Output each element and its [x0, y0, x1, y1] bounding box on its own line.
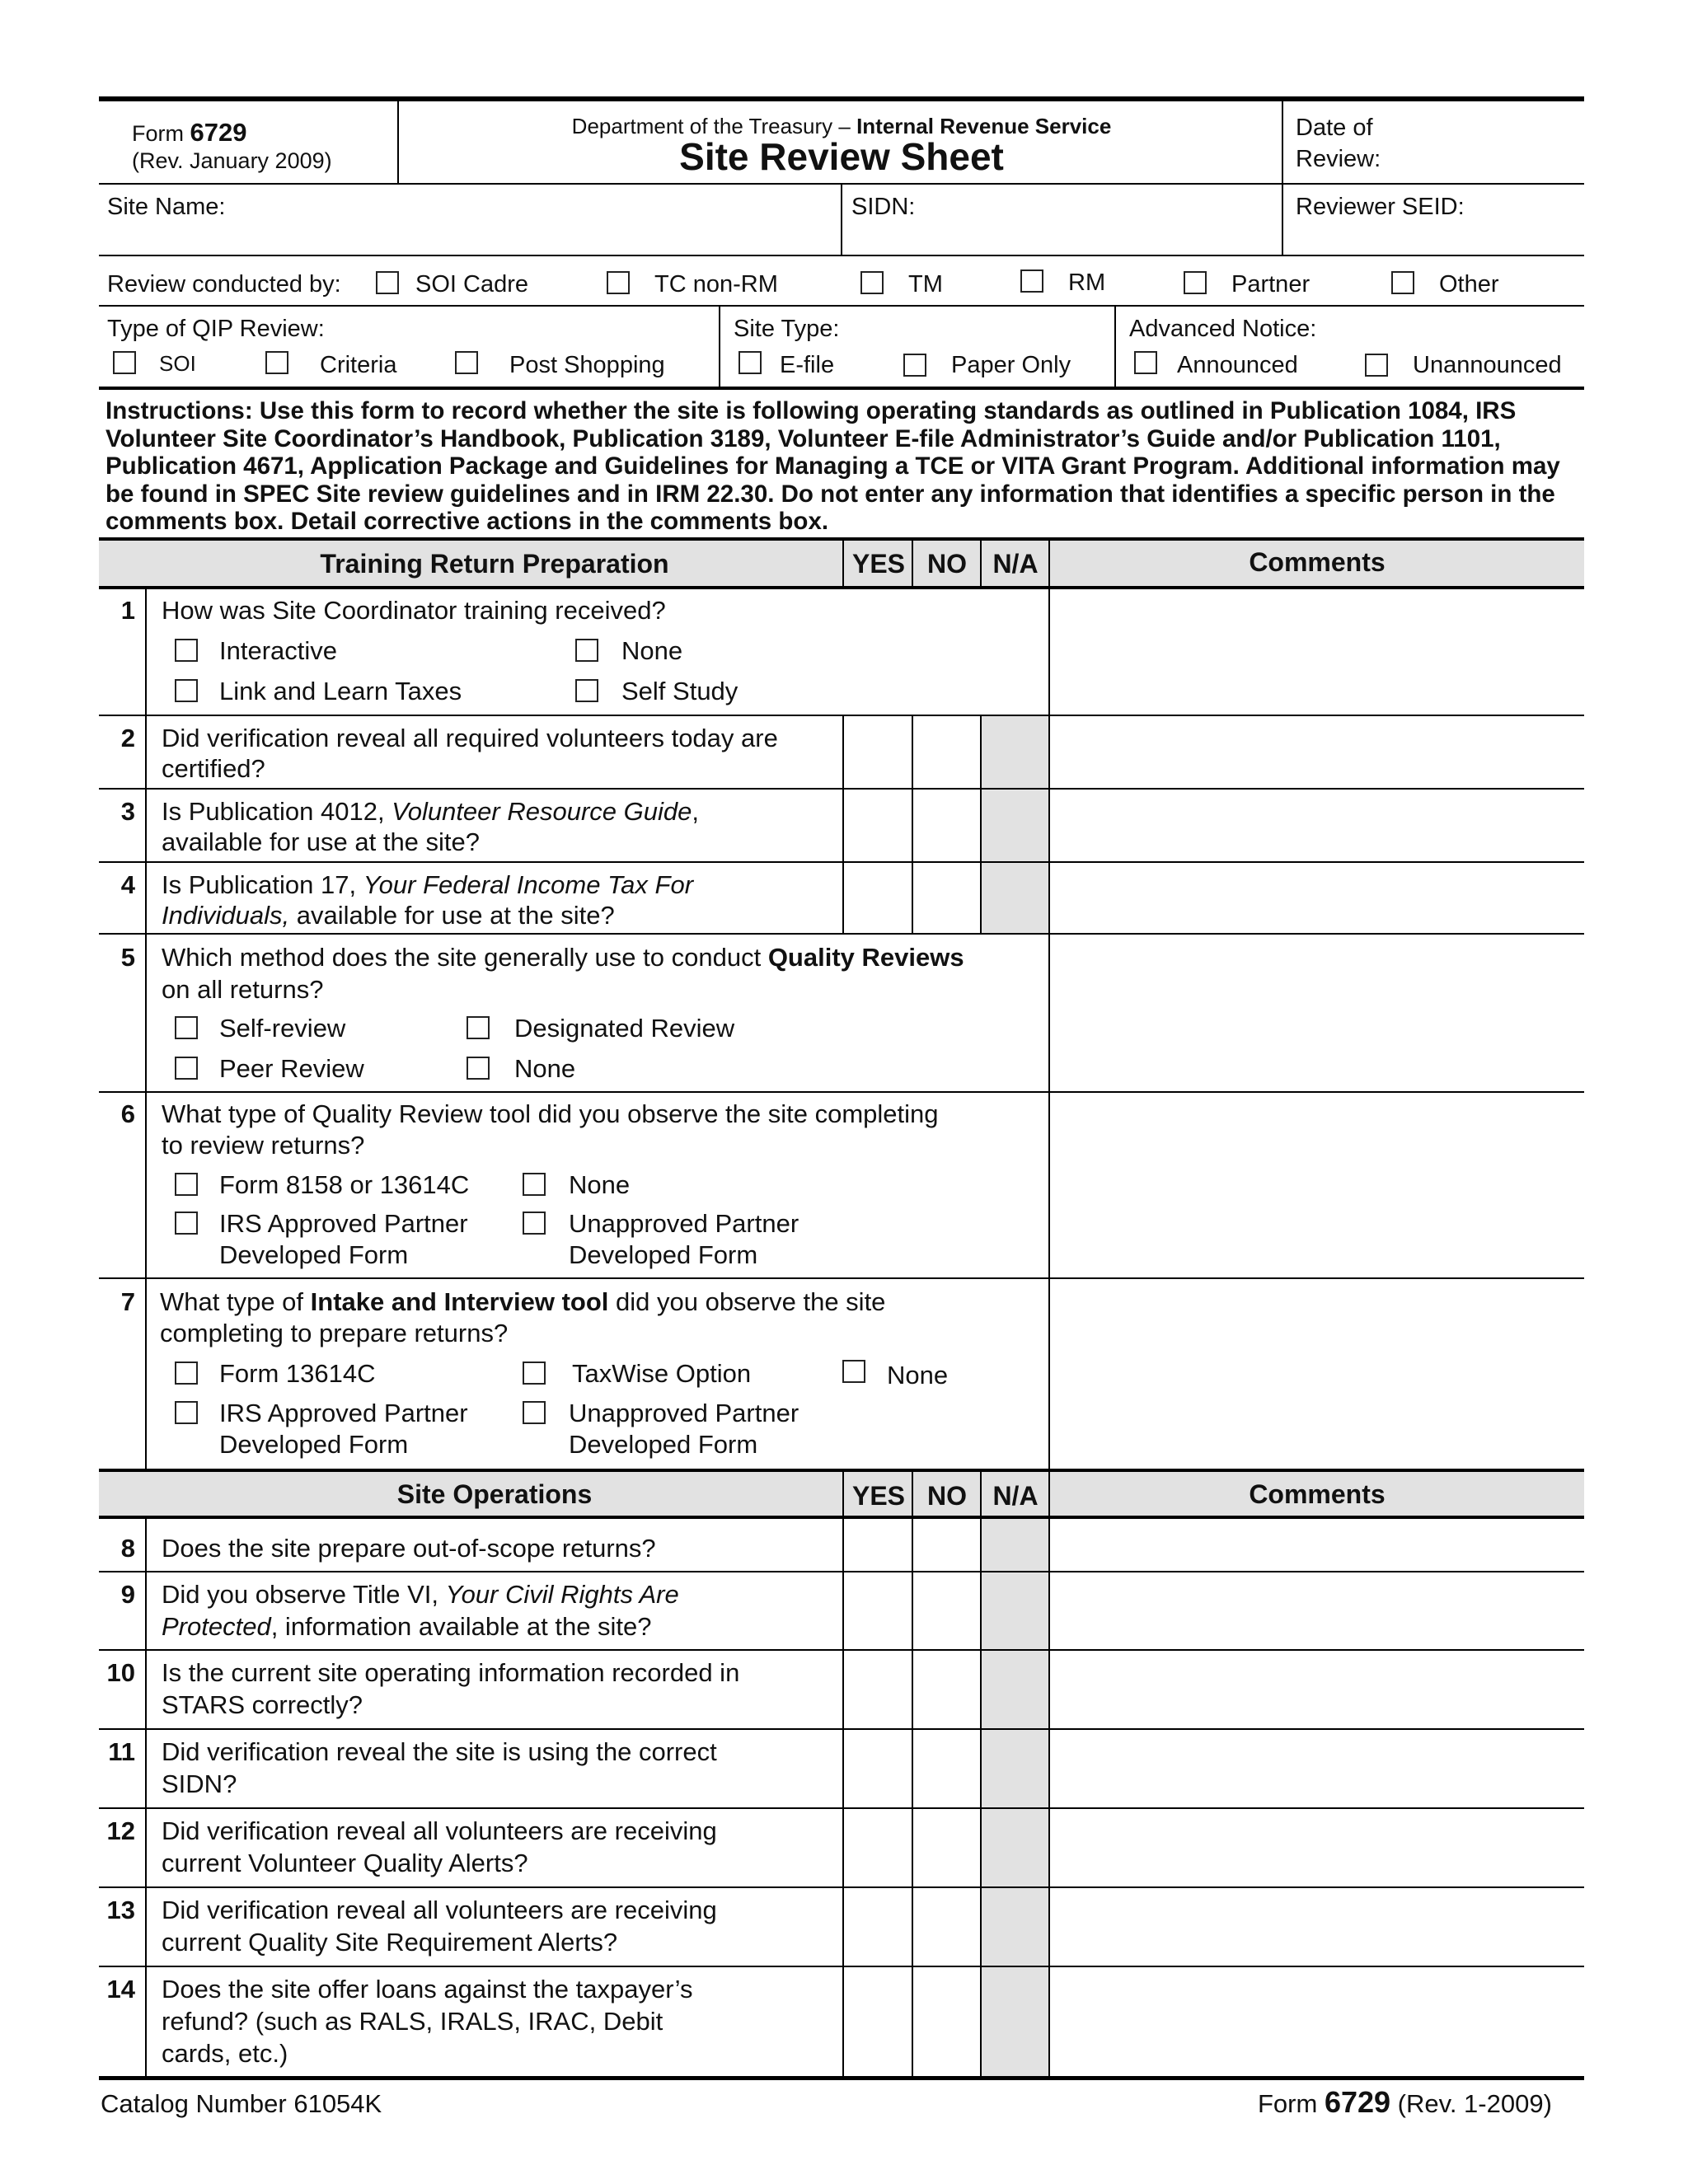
checkbox-self-study[interactable]: [575, 679, 598, 702]
checkbox-unapproved-partner[interactable]: [523, 1401, 546, 1424]
checkbox-none[interactable]: [523, 1173, 546, 1196]
checkbox-announced[interactable]: [1134, 351, 1157, 374]
checkbox-rm[interactable]: [1020, 269, 1043, 293]
option-label: Post Shopping: [509, 352, 665, 378]
option-label: Paper Only: [951, 352, 1071, 378]
checkbox-none[interactable]: [575, 639, 598, 662]
option-label: SOI: [159, 351, 196, 376]
question-text: current Quality Site Requirement Alerts?: [162, 1928, 618, 1957]
option-label: Unannounced: [1413, 352, 1562, 378]
col-no: NO: [927, 1481, 967, 1511]
question-text: Does the site offer loans against the taxpayer’s: [162, 1975, 693, 2004]
question-text: SIDN?: [162, 1769, 237, 1798]
question-number: 9: [120, 1580, 135, 1609]
divider: [719, 305, 720, 387]
footer-form-label: Form 6729 (Rev. 1-2009): [1258, 2085, 1552, 2119]
question-text: STARS correctly?: [162, 1690, 363, 1719]
question-text: How was Site Coordinator training received?: [162, 596, 666, 625]
col-yes: YES: [851, 549, 906, 579]
option-label: IRS Approved Partner: [219, 1399, 468, 1427]
option-label: Designated Review: [514, 1014, 735, 1043]
question-text: Which method does the site generally use to conduct Quality Reviews: [162, 943, 964, 972]
checkbox-other[interactable]: [1391, 271, 1414, 294]
form-title: Site Review Sheet: [679, 135, 1004, 178]
checkbox-link-and-learn[interactable]: [175, 679, 198, 702]
option-label: Link and Learn Taxes: [219, 677, 462, 705]
form-label: Form 6729: [132, 118, 247, 147]
divider: [841, 183, 842, 255]
option-label: TM: [908, 271, 943, 298]
option-label: IRS Approved Partner: [219, 1209, 468, 1238]
divider: [912, 539, 913, 587]
option-label: Other: [1439, 271, 1499, 298]
question-text: Did verification reveal the site is using the correct: [162, 1737, 717, 1766]
question-text: Individuals, available for use at the site?: [162, 901, 615, 930]
advanced-notice-label: Advanced Notice:: [1129, 316, 1317, 342]
rule: [99, 537, 1584, 541]
divider: [145, 1519, 147, 2077]
checkbox-taxwise-option[interactable]: [523, 1361, 546, 1385]
option-label: None: [514, 1054, 576, 1083]
option-label: E-file: [780, 352, 835, 378]
question-text: available for use at the site?: [162, 827, 481, 856]
question-text: Did verification reveal all volunteers are receiving: [162, 1896, 717, 1924]
question-text: Does the site prepare out-of-scope returns?: [162, 1534, 656, 1563]
question-number: 11: [108, 1737, 135, 1766]
rule: [99, 1516, 1584, 1519]
divider: [842, 1470, 844, 2077]
rule: [99, 715, 1584, 716]
option-label: Developed Form: [219, 1430, 409, 1459]
question-text: Did verification reveal all volunteers are receiving: [162, 1816, 717, 1845]
site-name-label: Site Name:: [107, 194, 226, 220]
question-text: on all returns?: [162, 975, 324, 1004]
option-label: Unapproved Partner: [569, 1209, 799, 1238]
col-na: N/A: [992, 549, 1039, 579]
option-label: Developed Form: [569, 1240, 758, 1269]
divider: [912, 715, 913, 933]
rule: [99, 788, 1584, 790]
instructions: Instructions: Use this form to record whether the site is following operating standards as outlined in Publication 1084, IRS Volunteer Site Coordinator’s Handbook, Publication 3189, Volunteer E-file Administrator’s Guide and/or Publication 1101, Publication 4671, Application Package and Guidelines for Managing a TCE or VITA Grant Program. Additional information may be found in SPEC Site review guidelines and in IRM 22.30. Do not enter any information that identifies a specific person in the comments box. Detail corrective actions in the comments box.: [106, 397, 1560, 535]
question-text: Is Publication 4012, Volunteer Resource Guide,: [162, 797, 699, 826]
option-label: Peer Review: [219, 1054, 364, 1083]
checkbox-efile[interactable]: [738, 351, 762, 374]
checkbox-form-8158[interactable]: [175, 1173, 198, 1196]
divider: [145, 587, 147, 1470]
reviewer-seid-label: Reviewer SEID:: [1296, 194, 1465, 220]
question-text: Protected, information available at the site?: [162, 1612, 652, 1641]
option-label: Form 13614C: [219, 1359, 376, 1388]
rule: [99, 1886, 1584, 1888]
checkbox-unapproved-partner[interactable]: [523, 1212, 546, 1235]
question-text: certified?: [162, 754, 265, 783]
checkbox-self-review[interactable]: [175, 1016, 198, 1039]
checkbox-irs-approved-partner[interactable]: [175, 1212, 198, 1235]
option-label: Announced: [1177, 352, 1298, 378]
question-text: Is Publication 17, Your Federal Income Tax For: [162, 870, 694, 899]
question-number: 13: [106, 1896, 135, 1924]
divider: [980, 539, 982, 587]
option-label: Interactive: [219, 636, 338, 665]
qip-review-label: Type of QIP Review:: [107, 316, 325, 342]
department-line: Department of the Treasury – Internal Revenue Service: [571, 114, 1112, 138]
divider: [842, 539, 844, 587]
divider: [912, 1470, 913, 2077]
question-text: completing to prepare returns?: [160, 1319, 509, 1347]
rule: [99, 255, 1584, 256]
question-number: 2: [120, 724, 135, 752]
checkbox-none[interactable]: [467, 1057, 490, 1080]
rule: [99, 1571, 1584, 1572]
option-label: Developed Form: [219, 1240, 409, 1269]
na-shade: [982, 1519, 1048, 2077]
question-text: refund? (such as RALS, IRALS, IRAC, Debit: [162, 2007, 663, 2036]
col-comments: Comments: [1249, 1479, 1386, 1509]
rule: [99, 1649, 1584, 1651]
option-label: None: [569, 1170, 631, 1199]
question-text: Is the current site operating information recorded in: [162, 1658, 740, 1687]
question-text: cards, etc.): [162, 2039, 288, 2068]
option-label: None: [621, 636, 683, 665]
checkbox-partner[interactable]: [1184, 271, 1207, 294]
rule: [99, 1469, 1584, 1472]
rule: [99, 387, 1584, 390]
option-label: Self Study: [621, 677, 738, 705]
col-comments: Comments: [1249, 547, 1386, 577]
question-number: 7: [120, 1287, 135, 1316]
date-label-1: Date of: [1296, 115, 1373, 141]
divider: [842, 715, 844, 933]
question-number: 6: [120, 1099, 135, 1128]
option-label: Self-review: [219, 1014, 346, 1043]
option-label: Criteria: [320, 352, 397, 378]
rule: [99, 1728, 1584, 1730]
option-label: TC non-RM: [654, 271, 778, 298]
option-label: Partner: [1231, 271, 1311, 298]
rule: [99, 305, 1584, 307]
rule: [99, 586, 1584, 589]
checkbox-tc-non-rm[interactable]: [607, 271, 630, 294]
checkbox-interactive[interactable]: [175, 639, 198, 662]
site-type-label: Site Type:: [734, 316, 840, 342]
col-no: NO: [927, 549, 967, 579]
rule: [99, 933, 1584, 935]
checkbox-post-shopping[interactable]: [455, 351, 478, 374]
divider: [1048, 539, 1050, 1470]
na-shade: [982, 715, 1048, 933]
option-label: SOI Cadre: [415, 271, 528, 298]
question-text: Did verification reveal all required volunteers today are: [162, 724, 778, 752]
rule: [99, 861, 1584, 863]
question-number: 8: [120, 1534, 135, 1563]
checkbox-soi[interactable]: [113, 351, 136, 374]
question-text: What type of Quality Review tool did you observe the site completing: [162, 1099, 939, 1128]
divider: [980, 1470, 982, 2077]
option-label: Unapproved Partner: [569, 1399, 799, 1427]
question-number: 1: [120, 596, 135, 625]
rule: [99, 1807, 1584, 1809]
checkbox-unannounced[interactable]: [1365, 354, 1388, 377]
question-number: 3: [120, 797, 135, 826]
question-text: What type of Intake and Interview tool did you observe the site: [160, 1287, 886, 1316]
checkbox-tm[interactable]: [860, 271, 884, 294]
checkbox-designated-review[interactable]: [467, 1016, 490, 1039]
question-number: 4: [120, 870, 135, 899]
catalog-number: Catalog Number 61054K: [101, 2089, 382, 2118]
checkbox-irs-approved-partner[interactable]: [175, 1401, 198, 1424]
col-na: N/A: [992, 1481, 1039, 1511]
checkbox-criteria[interactable]: [265, 351, 288, 374]
option-label: TaxWise Option: [572, 1359, 752, 1388]
question-text: to review returns?: [162, 1131, 365, 1160]
conducted-by-label: Review conducted by:: [107, 271, 341, 298]
checkbox-paper-only[interactable]: [903, 354, 926, 377]
question-number: 14: [106, 1975, 135, 2004]
checkbox-none[interactable]: [842, 1360, 865, 1383]
rule: [99, 1277, 1584, 1279]
rule: [99, 1091, 1584, 1093]
checkbox-peer-review[interactable]: [175, 1057, 198, 1080]
question-number: 5: [120, 943, 135, 972]
form-revision: (Rev. January 2009): [132, 148, 332, 173]
rule: [99, 1966, 1584, 1967]
option-label: RM: [1068, 269, 1106, 296]
question-text: Did you observe Title VI, Your Civil Rights Are: [162, 1580, 679, 1609]
divider: [1048, 1470, 1050, 2077]
col-yes: YES: [851, 1481, 906, 1511]
top-rule: [99, 96, 1584, 101]
sidn-label: SIDN:: [851, 194, 916, 220]
divider: [1114, 305, 1116, 387]
question-number: 10: [106, 1658, 135, 1687]
divider: [397, 101, 399, 184]
divider: [1282, 101, 1283, 255]
question-text: current Volunteer Quality Alerts?: [162, 1849, 528, 1877]
option-label: Form 8158 or 13614C: [219, 1170, 470, 1199]
divider: [980, 715, 982, 933]
section-title-training: Training Return Preparation: [320, 549, 669, 579]
bottom-rule: [99, 2076, 1584, 2080]
option-label: Developed Form: [569, 1430, 758, 1459]
question-number: 12: [106, 1816, 135, 1845]
option-label: None: [887, 1361, 949, 1390]
checkbox-form-13614c[interactable]: [175, 1361, 198, 1385]
checkbox-soi-cadre[interactable]: [376, 271, 399, 294]
section-title-site-operations: Site Operations: [396, 1479, 593, 1509]
date-label-2: Review:: [1296, 146, 1381, 172]
